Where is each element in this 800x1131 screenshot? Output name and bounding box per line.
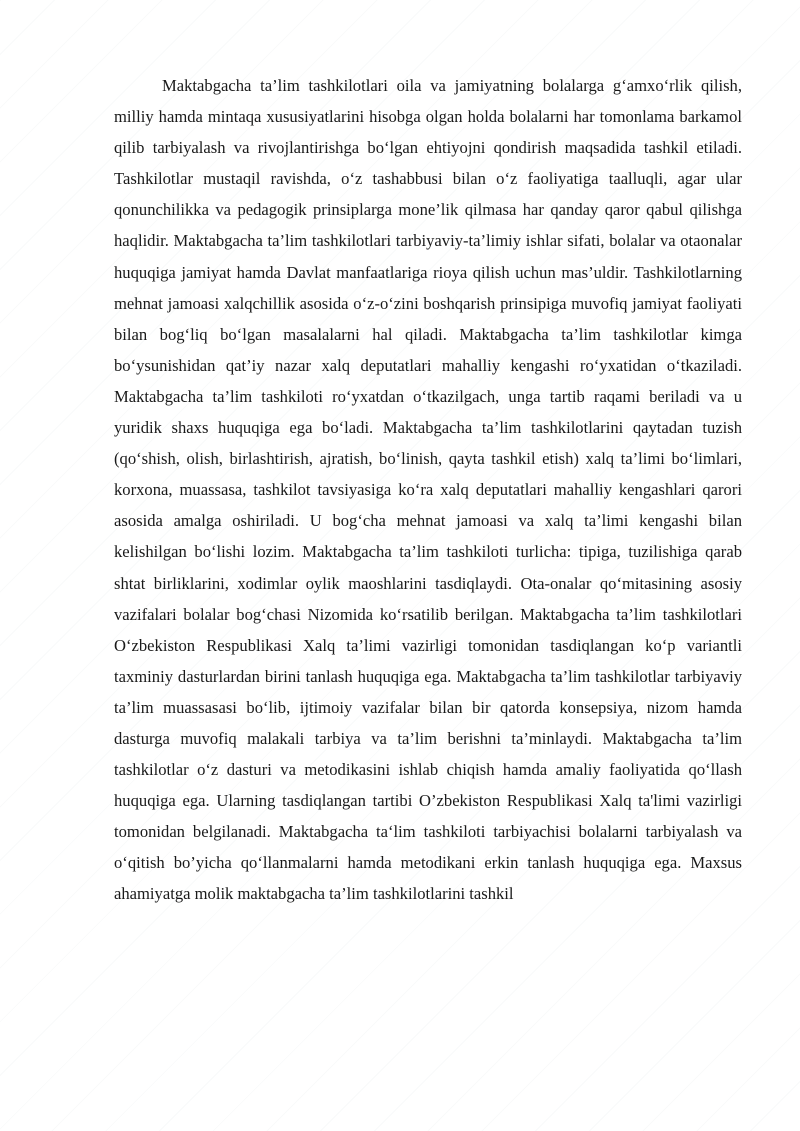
paragraph-text: Maktabgacha ta’lim tashkilotlari oila va jamiyatning bolalarga g‘amxo‘rlik qilish, milliy hamda mintaqa xususiyatlarini hisobga olgan holda bolalarni har tomonlama barkamol qilib tarbiyalash va rivojlantirishga bo‘lgan ehtiyojni qondirish maqsadida tashkil etiladi. Tashkilotlar mustaqil ravishda, o‘z tashabbusi bilan o‘z faoliyatiga taalluqli, agar ular qonunchilikka va pedagogik prinsiplarga mone’lik qilmasa har qanday qaror qabul qilishga haqlidir. Maktabgacha ta’lim tashkilotlari tarbiyaviy-ta’limiy ishlar sifati, bolalar va otaonalar huquqiga jamiyat hamda Davlat manfaatlariga rioya qilish uchun mas’uldir. Tashkilotlarning mehnat jamoasi xalqchillik asosida o‘z-o‘zini boshqarish prinsipiga muvofiq jamiyat faoliyati bilan bog‘liq bo‘lgan masalalarni hal qiladi. Maktabgacha ta’lim tashkilotlar kimga bo‘ysunishidan qat’iy nazar xalq deputatlari mahalliy kengashi ro‘yxatidan o‘tkaziladi. Maktabgacha ta’lim tashkiloti ro‘yxatdan o‘tkazilgach, unga tartib raqami beriladi va u yuridik shaxs huquqiga ega bo‘ladi. Maktabgacha ta’lim tashkilotlarini qaytadan tuzish (qo‘shish, olish, birlashtirish, ajratish, bo‘linish, qayta tashkil etish) xalq ta’limi bo‘limlari, korxona, muassasa, tashkilot tavsiyasiga ko‘ra xalq deputatlari mahalliy kengashlari qarori asosida amalga oshiriladi. U bog‘cha mehnat jamoasi va xalq ta’limi kengashi bilan kelishilgan bo‘lishi lozim. Maktabgacha ta’lim tashkiloti turlicha: tipiga, tuzilishiga qarab shtat birliklarini, xodimlar oylik maoshlarini tasdiqlaydi. Ota-onalar qo‘mitasining asosiy vazifalari bolalar bog‘chasi Nizomida ko‘rsatilib berilgan. Maktabgacha ta’lim tashkilotlari O‘zbekiston Respublikasi Xalq ta’limi vazirligi tomonidan tasdiqlangan ko‘p variantli taxminiy dasturlardan birini tanlash huquqiga ega. Maktabgacha ta’lim tashkilotlar tarbiyaviy ta’lim muassasasi bo‘lib, ijtimoiy vazifalar bilan bir qatorda konsepsiya, nizom hamda dasturga muvofiq malakali tarbiya va ta’lim berishni ta’minlaydi. Maktabgacha ta’lim tashkilotlar o‘z dasturi va metodikasini ishlab chiqish hamda amaliy faoliyatida qo‘llash huquqiga ega. Ularning tasdiqlangan tartibi O’zbekiston Respublikasi Xalq ta'limi vazirligi tomonidan belgilanadi. Maktabgacha ta‘lim tashkiloti tarbiyachisi bolalarni tarbiyalash va o‘qitish bo’yicha qo‘llanmalarni hamda metodikani erkin tanlash huquqiga ega. Maxsus ahamiyatga molik maktabgacha ta’lim tashkilotlarini tashkil (114, 76, 742, 904)
body-paragraph (114, 70, 742, 910)
